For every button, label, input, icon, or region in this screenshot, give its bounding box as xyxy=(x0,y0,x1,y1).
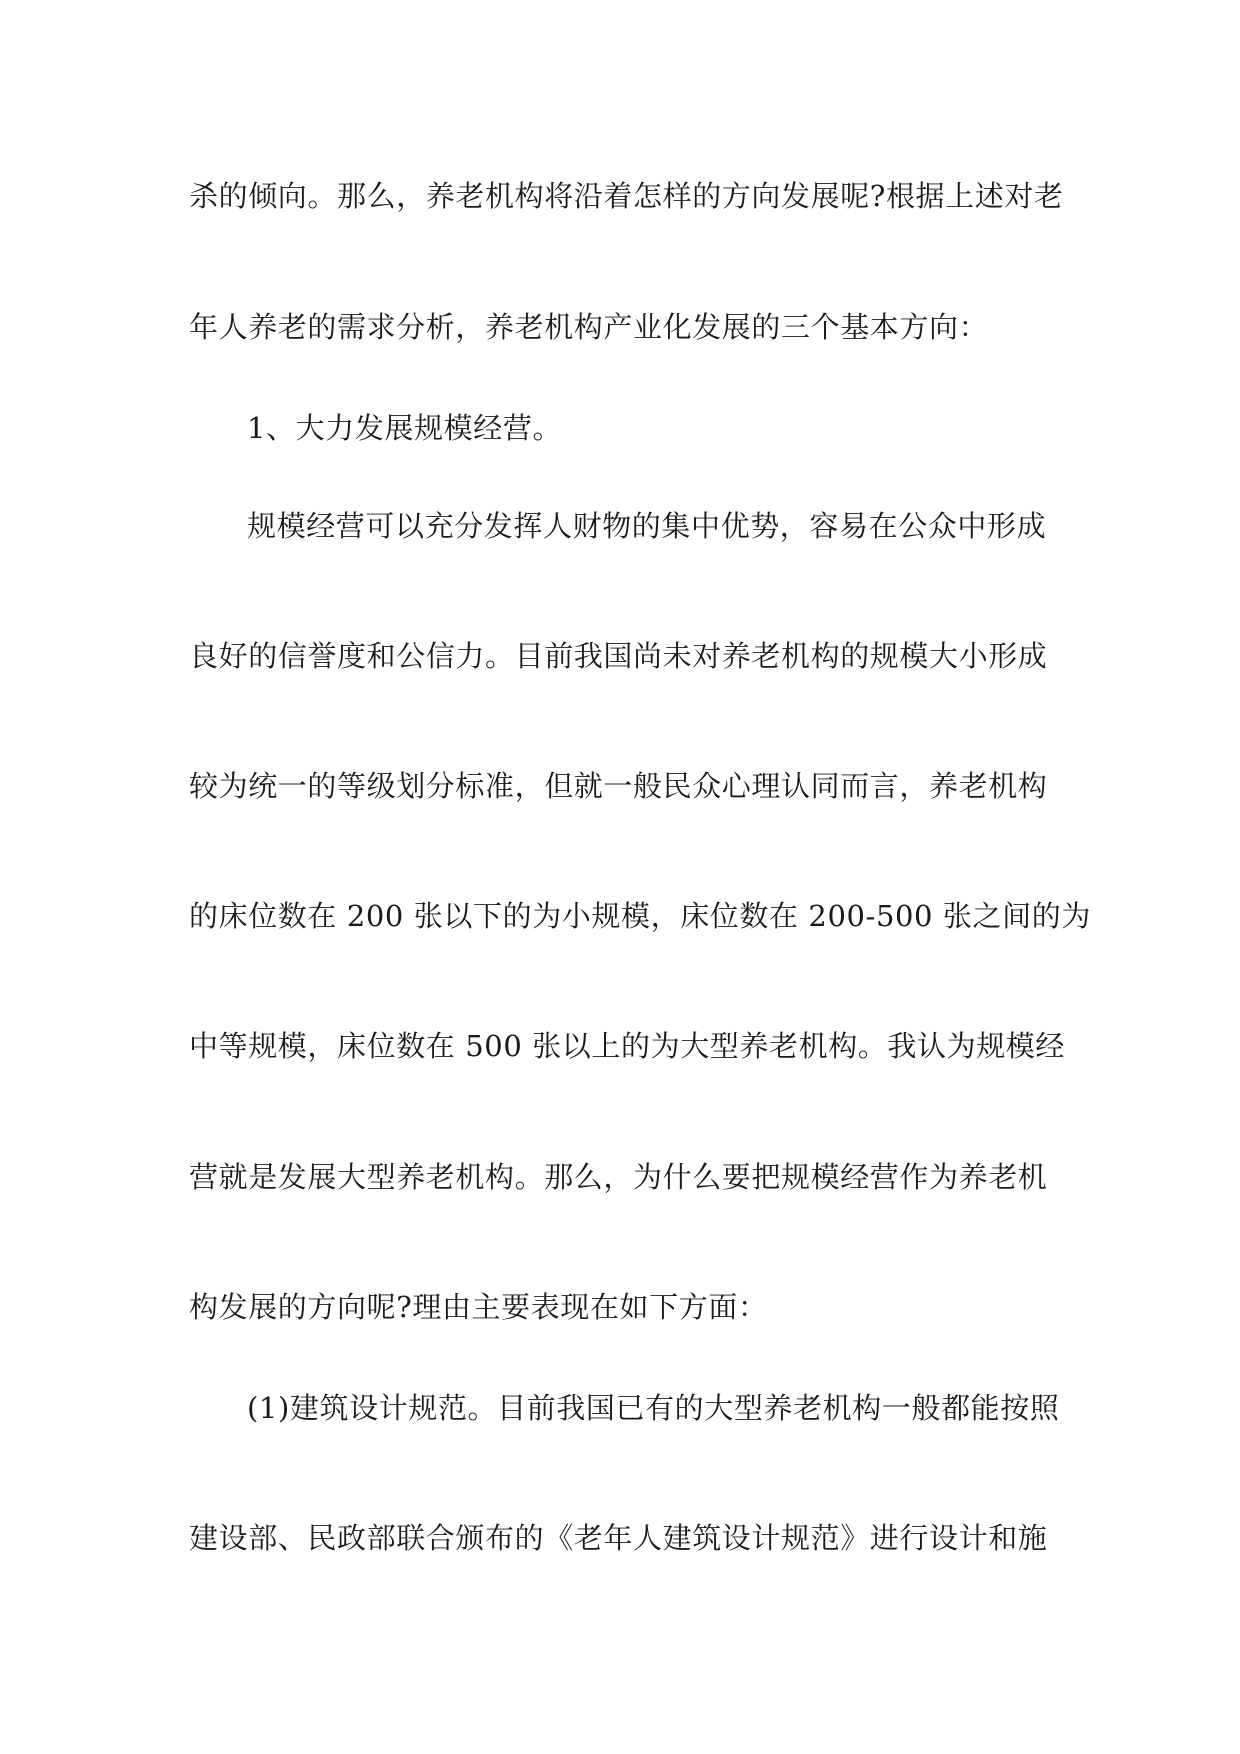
text-line-2: 年人养老的需求分析，养老机构产业化发展的三个基本方向： xyxy=(189,310,989,344)
text-line-6: 较为统一的等级划分标准，但就一般民众心理认同而言，养老机构 xyxy=(189,769,1048,803)
text-line-1: 杀的倾向。那么，养老机构将沿着怎样的方向发展呢?根据上述对老 xyxy=(189,179,1064,213)
paragraph-start-line: 规模经营可以充分发挥人财物的集中优势，容易在公众中形成 xyxy=(247,509,1047,543)
subsection-line: (1)建筑设计规范。目前我国已有的大型养老机构一般都能按照 xyxy=(247,1391,1060,1425)
text-line-8: 中等规模，床位数在 500 张以上的为大型养老机构。我认为规模经 xyxy=(189,1029,1065,1063)
text-line-10: 构发展的方向呢?理由主要表现在如下方面： xyxy=(189,1290,768,1324)
text-line-7: 的床位数在 200 张以下的为小规模，床位数在 200-500 张之间的为 xyxy=(189,899,1091,933)
text-line-9: 营就是发展大型养老机构。那么，为什么要把规模经营作为养老机 xyxy=(189,1160,1048,1194)
text-line-5: 良好的信誉度和公信力。目前我国尚未对养老机构的规模大小形成 xyxy=(189,639,1048,673)
text-line-12: 建设部、民政部联合颁布的《老年人建筑设计规范》进行设计和施 xyxy=(189,1521,1048,1555)
section-heading: 1、大力发展规模经营。 xyxy=(247,411,563,445)
